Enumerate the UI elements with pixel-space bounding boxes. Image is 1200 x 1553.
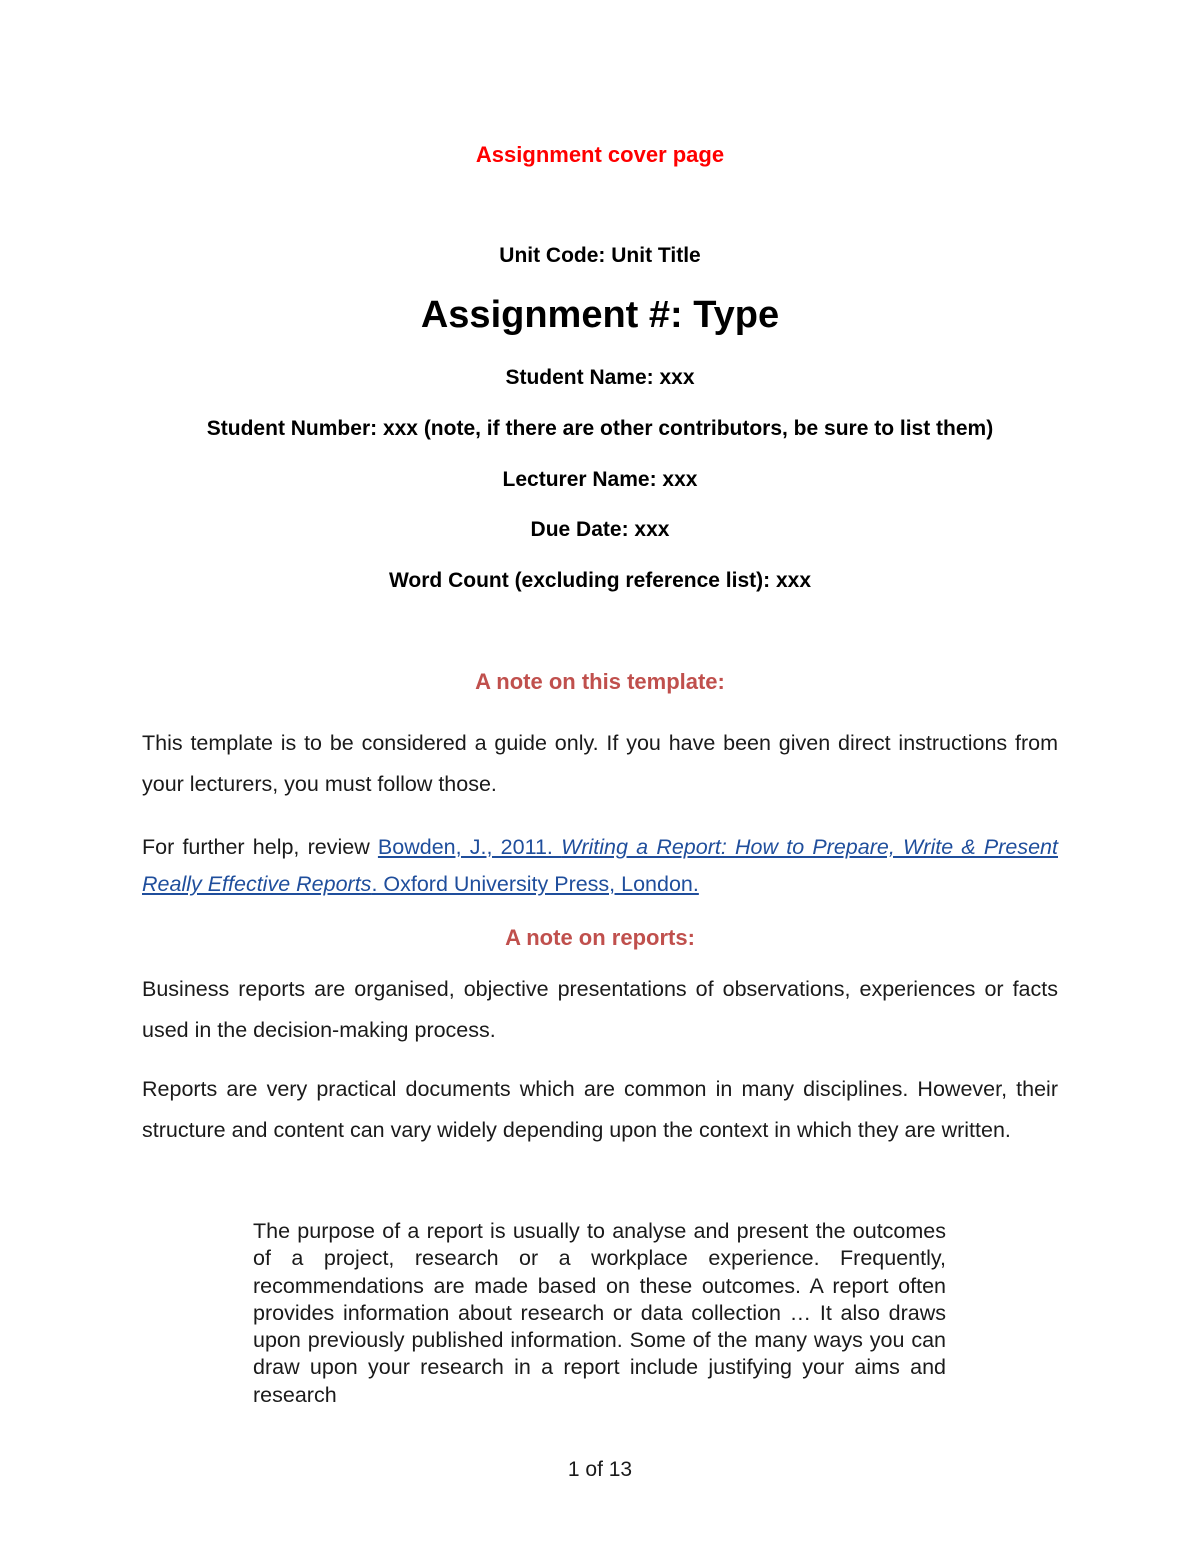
reference-publisher: . Oxford University Press, London.: [371, 872, 699, 896]
reference-author: Bowden, J., 2011.: [377, 835, 562, 859]
cover-heading: Assignment cover page: [475, 142, 725, 167]
reports-paragraph-1: Business reports are organised, objective presentations of observations, experiences or facts used in the decision-making process.: [142, 977, 1058, 1042]
unit-code-title: Unit Code: Unit Title: [499, 244, 701, 267]
assignment-title: Assignment #: Type: [420, 294, 780, 336]
page-number: 1 of 13: [567, 1458, 633, 1481]
due-date: Due Date: xxx: [530, 518, 670, 541]
lecturer-name: Lecturer Name: xxx: [502, 468, 698, 491]
student-name: Student Name: xxx: [505, 366, 695, 389]
template-note-paragraph: This template is to be considered a guide only. If you have been given direct instructions from your lecturers, you must follow those.: [142, 731, 1058, 796]
reports-paragraph-2: Reports are very practical documents which are common in many disciplines. However, their structure and content can vary widely depending upon the context in which they are written.: [142, 1077, 1058, 1142]
template-note-heading: A note on this template:: [475, 669, 725, 694]
student-number: Student Number: xxx (note, if there are other contributors, be sure to list them): [206, 417, 994, 440]
further-help-prefix: For further help, review: [142, 835, 378, 859]
block-quote: The purpose of a report is usually to analyse and present the outcomes of a project, research or a workplace experience. Frequently, recommendations are made based on these outcomes. A report often provides information about research or data collection … It also draws upon previously published information. Some of the many ways you can draw upon your research in a report include justifying your aims and research: [253, 1219, 946, 1407]
reference-title: Writing a Report: How to Prepare, Write & Present Really Effective Reports: [142, 835, 1058, 896]
reports-note-heading: A note on reports:: [505, 925, 695, 950]
further-help-paragraph: [142, 829, 1058, 903]
word-count: Word Count (excluding reference list): xxx: [388, 569, 812, 592]
